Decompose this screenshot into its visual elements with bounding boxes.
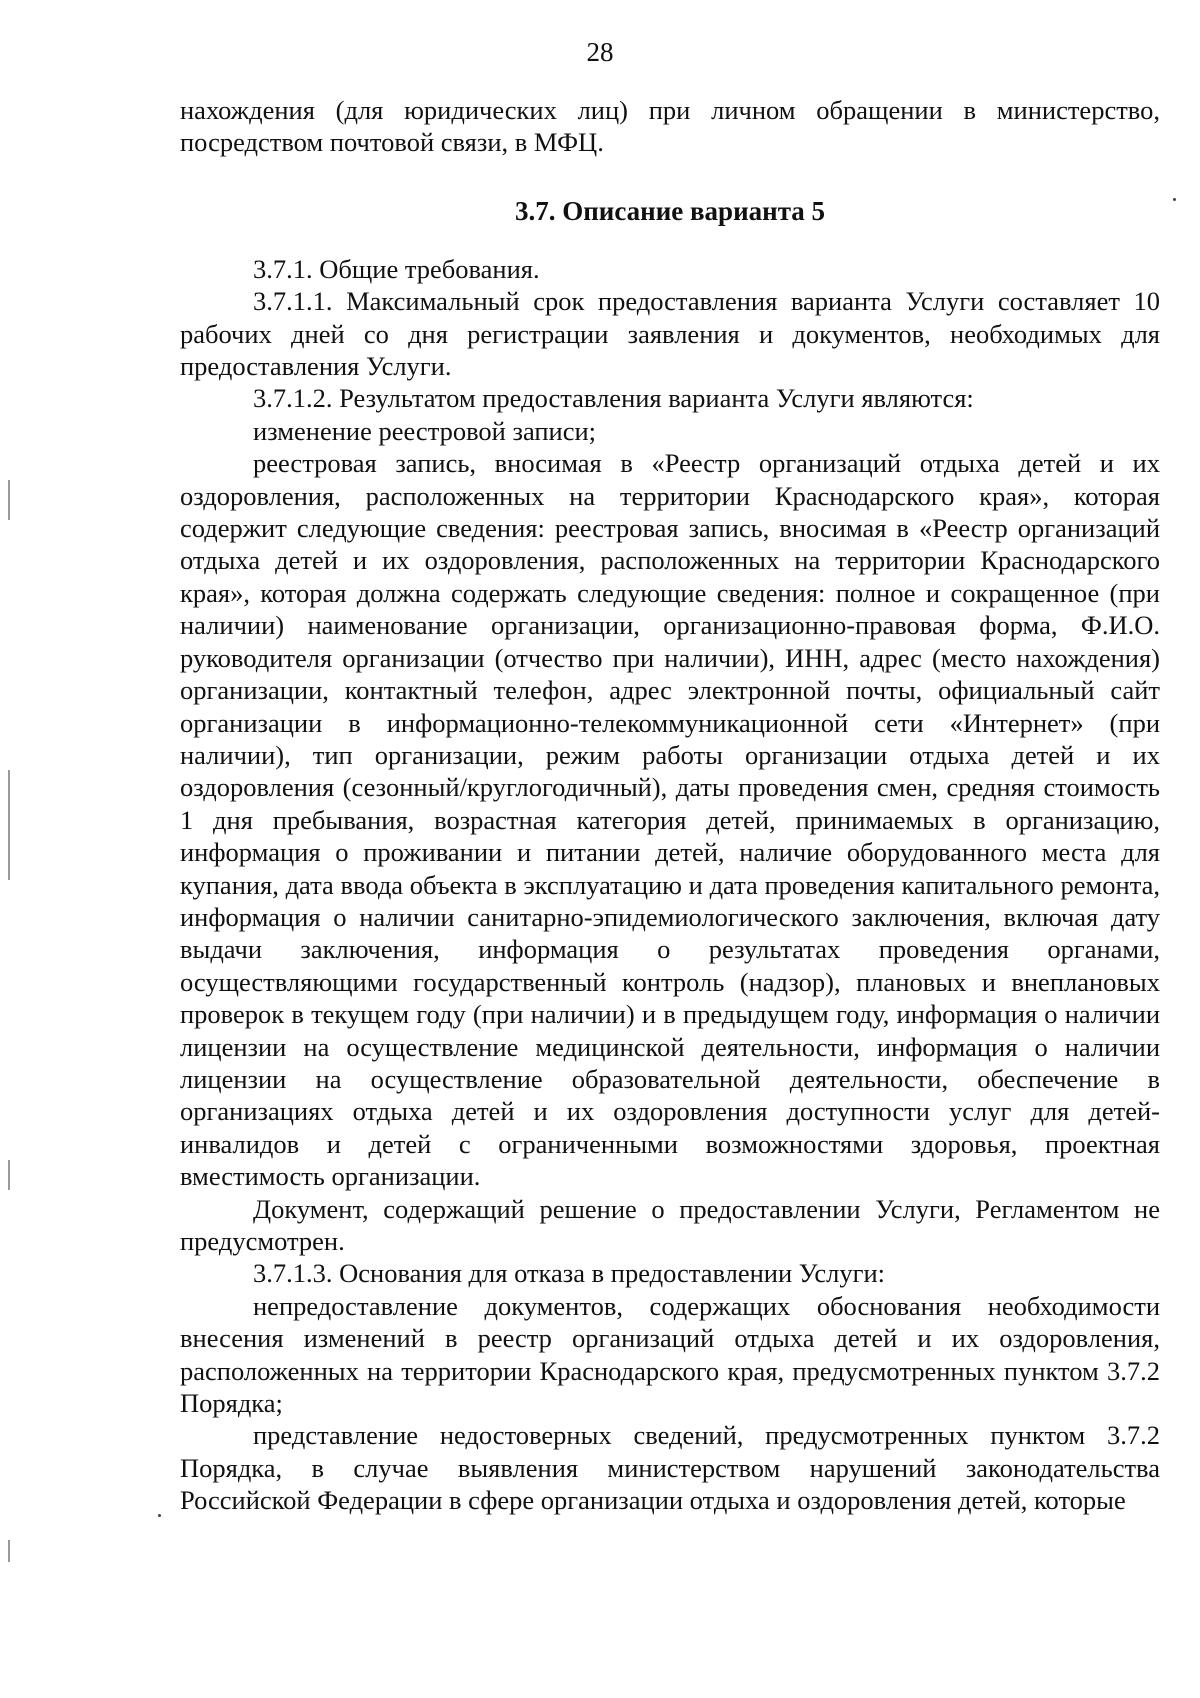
paragraph-decision-document: Документ, содержащий решение о предоставлении Услуги, Регламентом не предусмотрен. [180,1193,1160,1256]
paragraph-result-intro: 3.7.1.2. Результатом предоставления варианта Услуги являются: [253,383,974,414]
scan-artifact [8,1160,10,1190]
paragraph-max-term: 3.7.1.1. Максимальный срок предоставления варианта Услуги составляет 10 рабочих дней со дня регистрации заявления и документов, необходимых для предоставления Услуги. [180,286,1160,382]
paragraph-false-information: представление недостоверных сведений, предусмотренных пунктом 3.7.2 Порядка, в случае выявления министерством нарушений законодательства Российской Федерации в сфере организации отдыха и оздоровления детей, которые [180,1420,1160,1516]
paragraph-registry-record: реестровая запись, вносимая в «Реестр организаций отдыха детей и их оздоровления, расположенных на территории Краснодарского края», которая содержит следующие сведения: реестровая запись, вносимая в «Реестр организаций отдыха детей и их оздоровления, расположенных на территории Краснодарского края», которая должна содержать следующие сведения: полное и сокращенное (при наличии) наименование организации, организационно-правовая форма, Ф.И.О. руководителя организации (отчество при наличии), ИНН, адрес (место нахождения) организации, контактный телефон, адрес электронной почты, официальный сайт организации в информационно-телекоммуникационной сети «Интернет» (при наличии), тип организации, режим работы организации отдыха детей и их оздоровления (сезонный/круглогодичный), даты проведения смен, средняя стоимость 1 дня пребывания, возрастная категория детей, принимаемых в организацию, информация о проживании и питании детей, наличие оборудованного места для купания, дата ввода объекта в эксплуатацию и дата проведения капитального ремонта, информация о наличии санитарно-эпидемиологического заключения, включая дату выдачи заключения, информация о результатах проведения органами, осуществляющими государственный контроль (надзор), плановых и внеплановых проверок в текущем году (при наличии) и в предыдущем году, информация о наличии лицензии на осуществление медицинской деятельности, информация о наличии лицензии на осуществление образовательной деятельности, обеспечение в организациях отдыха детей и их оздоровления доступности услуг для детей-инвалидов и детей с ограниченными возможностями здоровья, проектная вместимость организации. [180,448,1160,1192]
document-body [180,94,1160,1517]
paragraph-refusal-grounds: 3.7.1.3. Основания для отказа в предоставлении Услуги: [253,1258,886,1289]
scan-artifact [8,770,10,880]
paragraph-record-change: изменение реестровой записи; [253,415,597,446]
section-heading: 3.7. Описание варианта 5 [514,195,826,226]
scan-speck [1173,198,1176,201]
scan-artifact [8,480,10,520]
page-number: 28 [586,37,614,67]
intro-paragraph: нахождения (для юридических лиц) при личном обращении в министерство, посредством почтовой связи, в МФЦ. [180,95,1160,158]
paragraph-general-requirements: 3.7.1. Общие требования. [253,253,540,284]
paragraph-missing-documents: непредоставление документов, содержащих обоснования необходимости внесения изменений в реестр организаций отдыха детей и их оздоровления, расположенных на территории Краснодарского края, предусмотренных пунктом 3.7.2 Порядка; [180,1290,1160,1419]
scan-artifact [8,1540,10,1562]
scan-speck [158,1514,161,1517]
